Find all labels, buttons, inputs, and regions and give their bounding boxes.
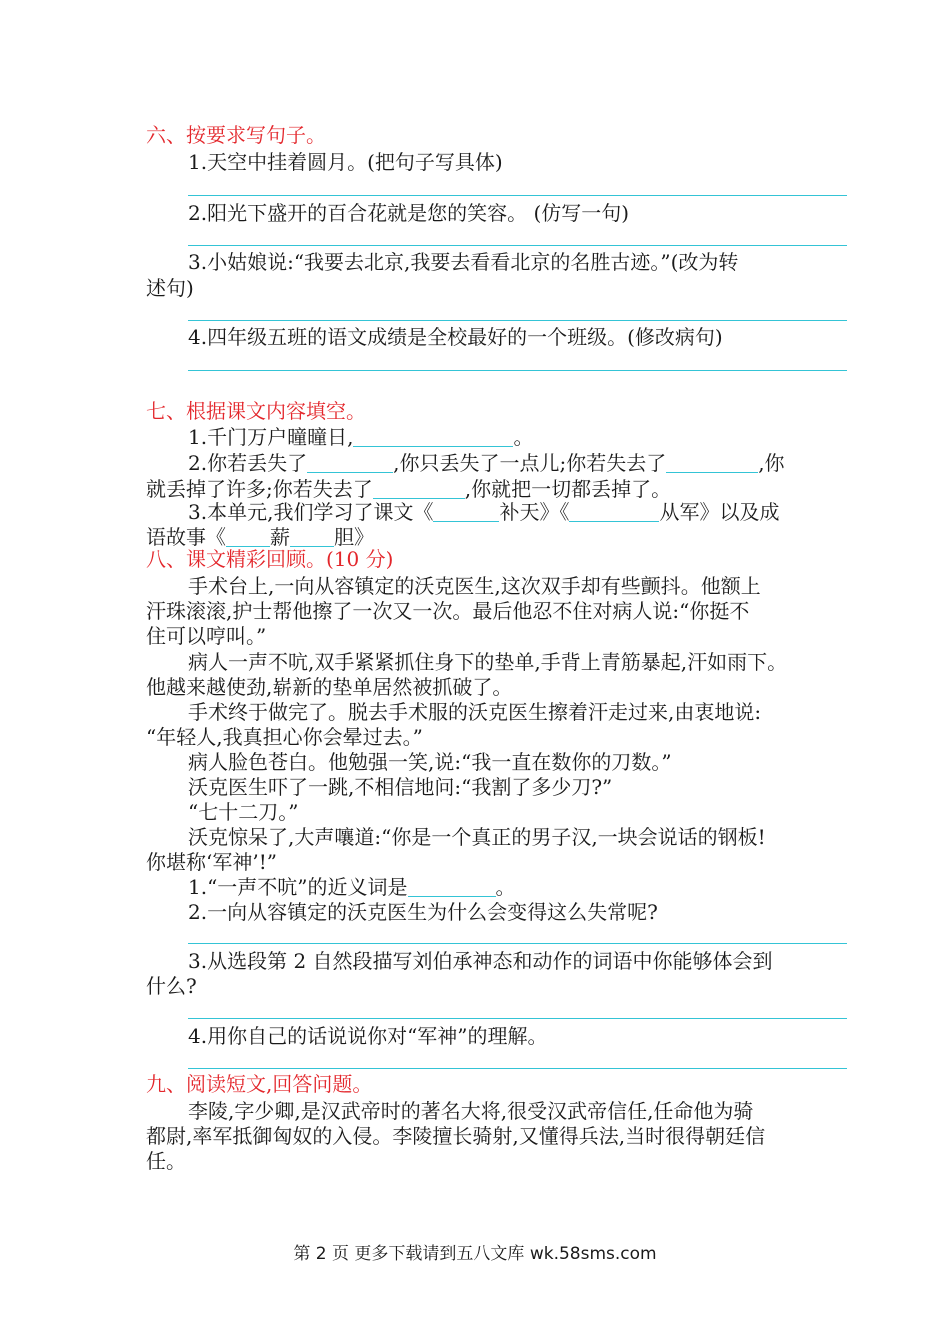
s8-passage-p2-line1: 病人一声不吭,双手紧紧抓住身下的垫单,手背上青筋暴起,汗如雨下。 <box>188 650 788 674</box>
answer-line[interactable] <box>188 943 847 944</box>
s7-q3-text-a: 3.本单元,我们学习了课文《 <box>188 500 434 524</box>
fill-blank[interactable] <box>307 452 393 473</box>
s8-passage-p1-line1: 手术台上,一向从容镇定的沃克医生,这次双手却有些颤抖。他额上 <box>188 574 761 598</box>
answer-line[interactable] <box>188 1018 847 1019</box>
s8-passage-p4: 病人脸色苍白。他勉强一笑,说:“我一直在数你的刀数。” <box>188 750 672 774</box>
s8-q1-end: 。 <box>495 875 516 899</box>
s8-passage-p3-line1: 手术终于做完了。脱去手术服的沃克医生擦着汗走过来,由衷地说: <box>188 700 762 724</box>
s7-q3-text-f: 胆》 <box>334 525 374 549</box>
s8-question-2: 2.一向从容镇定的沃克医生为什么会变得这么失常呢? <box>188 900 658 924</box>
s6-question-3-line2: 述句) <box>146 276 194 300</box>
fill-blank[interactable] <box>290 526 334 547</box>
s8-question-4: 4.用你自己的话说说你对“军神”的理解。 <box>188 1024 548 1048</box>
s9-passage-line2: 都尉,率军抵御匈奴的入侵。李陵擅长骑射,又懂得兵法,当时很得朝廷信 <box>146 1124 766 1148</box>
answer-line[interactable] <box>188 1068 847 1069</box>
s8-passage-p1-line2: 汗珠滚滚,护士帮他擦了一次又一次。最后他忍不住对病人说:“你挺不 <box>146 599 750 623</box>
fill-blank[interactable] <box>373 478 465 499</box>
s7-q1-end: 。 <box>513 425 534 449</box>
section-8-title: 八、课文精彩回顾。(10 分) <box>146 547 394 571</box>
s7-q2-text-c: ,你 <box>758 451 785 475</box>
s8-passage-p6: “七十二刀。” <box>188 800 299 824</box>
s8-passage-p5: 沃克医生吓了一跳,不相信地问:“我割了多少刀?” <box>188 775 613 799</box>
fill-blank[interactable] <box>353 426 513 447</box>
fill-blank[interactable] <box>433 501 499 522</box>
s8-passage-p2-line2: 他越来越使劲,崭新的垫单居然被抓破了。 <box>146 675 513 699</box>
s7-q3-text-b: 补天》《 <box>499 500 570 524</box>
page-footer: 第 2 页 更多下载请到五八文库 wk.58sms.com <box>293 1244 657 1264</box>
answer-line[interactable] <box>188 245 847 246</box>
s7-q2-text-d: 就丢掉了许多;你若失去了 <box>146 477 373 501</box>
s7-q3-text-e: 薪 <box>270 525 290 549</box>
s6-question-2: 2.阳光下盛开的百合花就是您的笑容。 (仿写一句) <box>188 201 630 225</box>
section-6-title: 六、按要求写句子。 <box>146 123 326 147</box>
section-9-title: 九、阅读短文,回答问题。 <box>146 1072 373 1096</box>
fill-blank[interactable] <box>666 452 758 473</box>
s8-passage-p7-line1: 沃克惊呆了,大声嚷道:“你是一个真正的男子汉,一块会说话的钢板! <box>188 825 766 849</box>
fill-blank[interactable] <box>408 876 496 897</box>
s8-passage-p7-line2: 你堪称‘军神’!” <box>146 850 277 874</box>
s9-passage-line3: 任。 <box>146 1149 186 1173</box>
s7-q2-text-b: ,你只丢失了一点儿;你若失去了 <box>393 451 667 475</box>
s8-q1-text: 1.“一声不吭”的近义词是 <box>188 875 408 899</box>
s8-passage-p1-line3: 住可以哼叫。” <box>146 624 267 648</box>
s7-q3-text-d: 语故事《 <box>146 525 226 549</box>
s7-q2-text-a: 2.你若丢失了 <box>188 451 308 475</box>
s7-q2-text-e: ,你就把一切都丢掉了。 <box>464 477 672 501</box>
s8-question-3-line2: 什么? <box>146 974 197 998</box>
s7-q3-text-c: 从军》以及成 <box>659 500 780 524</box>
answer-line[interactable] <box>188 370 847 371</box>
section-7-title: 七、根据课文内容填空。 <box>146 399 366 423</box>
s7-question-3-line1 <box>188 498 779 526</box>
s6-question-4: 4.四年级五班的语文成绩是全校最好的一个班级。(修改病句) <box>188 325 723 349</box>
s6-question-3-line1: 3.小姑娘说:“我要去北京,我要去看看北京的名胜古迹。”(改为转 <box>188 250 739 274</box>
s8-question-1 <box>188 873 516 901</box>
s6-question-1: 1.天空中挂着圆月。(把句子写具体) <box>188 150 503 174</box>
s8-passage-p3-line2: “年轻人,我真担心你会晕过去。” <box>146 725 423 749</box>
s7-question-1 <box>188 423 533 451</box>
fill-blank[interactable] <box>569 501 659 522</box>
s9-passage-line1: 李陵,字少卿,是汉武帝时的著名大将,很受汉武帝信任,任命他为骑 <box>188 1099 754 1123</box>
answer-line[interactable] <box>188 320 847 321</box>
s7-question-2-line1 <box>188 449 785 477</box>
s8-question-3-line1: 3.从选段第 2 自然段描写刘伯承神态和动作的词语中你能够体会到 <box>188 949 773 973</box>
fill-blank[interactable] <box>226 526 270 547</box>
answer-line[interactable] <box>188 195 847 196</box>
s7-q1-text: 1.千门万户曈曈日, <box>188 425 354 449</box>
